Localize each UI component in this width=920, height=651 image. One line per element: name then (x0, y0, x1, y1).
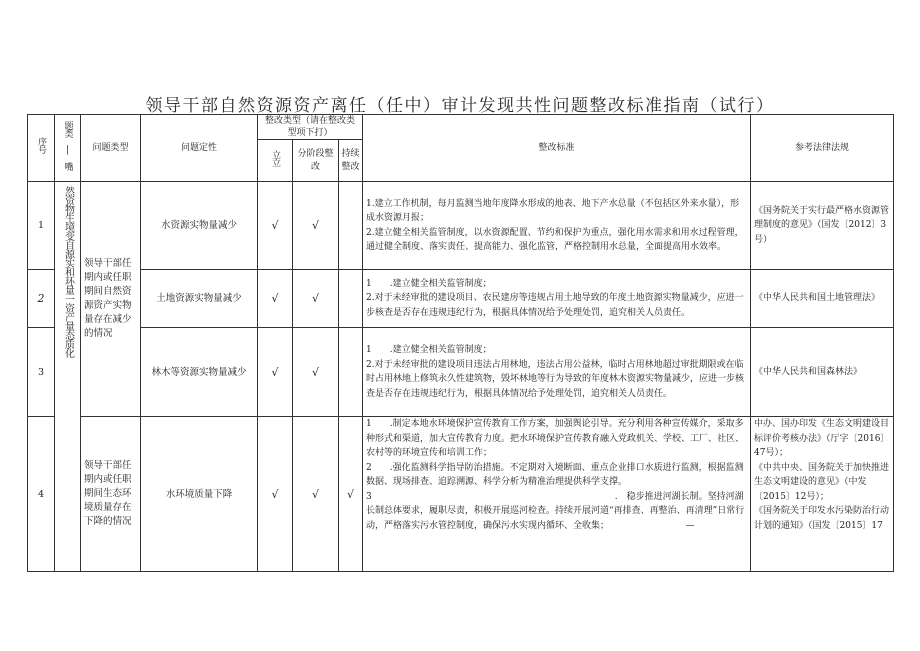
problem-nature: 土地资源实物量减少 (141, 270, 258, 328)
standard-cell (363, 328, 751, 417)
standard-line: 3 . 稳步推进河湖长制。坚持河湖长制总体要求，履职尽责，积极开展巡河检查。持续开展河道“再排查、再整治、再清理”日常行动，严格落实污水管控制度，确保污水实现内循环、全收集； — (366, 491, 745, 531)
table-row (28, 182, 894, 270)
category-cell (55, 182, 81, 572)
check-ongoing (339, 182, 363, 270)
law-cell (751, 182, 894, 270)
law-line: 《国务院关于实行最严格水资源管理制度的意见》（国发〔2012〕3号） (754, 205, 890, 245)
standard-cell (363, 182, 751, 270)
row-number: 4 (28, 417, 55, 572)
law-cell (751, 417, 894, 572)
table-row (28, 328, 894, 417)
law-line: 《国务院关于印发水污染防治行动计划的通知》（国发〔2015〕17 (754, 506, 890, 531)
header-rectify-type: 整改类型（请在整改类型项下打） (258, 115, 363, 140)
law-line: 《中华人民共和国森林法》 (754, 366, 863, 377)
check-ongoing (339, 270, 363, 328)
check-immediate: √ (258, 270, 293, 328)
check-ongoing: √ (339, 417, 363, 572)
check-ongoing (339, 328, 363, 417)
problem-nature: 林木等资源实物量减少 (141, 328, 258, 417)
check-staged: √ (293, 270, 339, 328)
header-standard: 整改标准 (363, 115, 751, 182)
header-problem-nature: 问题定性 (141, 115, 258, 182)
row-number: 2 (28, 270, 55, 328)
standard-line: 2 .强化监测科学指导防治措施。不定期对入境断面、重点企业排口水质进行监测，根据监测数据、现场排查、追踪溯源、科学分析为精准治理提供科学支撑。 (366, 462, 744, 487)
table-row (28, 417, 894, 572)
header-law: 参考法律法规 (751, 115, 894, 182)
law-line: 中办、国办印发《生态文明建设目标评价考核办法》（厅字〔2016〕47号）； (754, 419, 890, 458)
header-problem-type: 问题类型 (81, 115, 141, 182)
check-immediate: √ (258, 417, 293, 572)
standard-line: 1 .建立健全相关监管制度； (366, 345, 492, 355)
check-staged: √ (293, 417, 339, 572)
law-line: 《中华人民共和国土地管理法》 (754, 293, 881, 304)
category-text: 然资物生境变自源实和环量一资产量态质化 (62, 186, 74, 357)
standard-cell (363, 417, 751, 572)
standard-cell (363, 270, 751, 328)
table-row (28, 270, 894, 328)
law-cell (751, 328, 894, 417)
header-ongoing: 持续整改 (339, 140, 363, 182)
row-number: 1 (28, 182, 55, 270)
standard-line: 2.对于未经审批的建设项目违法占用林地，违法占用公益林，临时占用林地超过审批期限或在临时占用林地上修筑永久性建筑物，毁坏林地等行为导致的年度林木资源实物量减少，应进一步核查是否存在违规违纪行为，根据具体情况给予处理处罚，追究相关人员责任。 (366, 359, 745, 399)
header-staged: 分阶段整改 (293, 140, 339, 182)
law-cell (751, 270, 894, 328)
standard-line: 2.建立健全相关监管制度，以水资源配置、节约和保护为重点，强化用水需求和用水过程管理，通过健全制度、落实责任、提高能力、强化监管，严格控制用水总量，全面提高用水效率。 (366, 227, 744, 252)
check-immediate: √ (258, 328, 293, 417)
header-seq: 序号 (28, 115, 55, 182)
problem-type-cell: 领导干部任期内或任职期间自然资源资产实物量存在减少的情况 (81, 182, 141, 417)
problem-type-cell: 领导干部任期内或任职期间生态环境质量存在下降的情况 (81, 417, 141, 572)
check-staged: √ (293, 328, 339, 417)
standard-line: 1 .建立健全相关监管制度； (366, 278, 492, 289)
rectification-table (27, 114, 894, 572)
check-immediate: √ (258, 182, 293, 270)
standard-line: 2.对于未经审批的建设项目、农民建房等违规占用土地导致的年度土地资源实物量减少，应进一步核查是否存在违规违纪行为，根据具体情况给予处理处罚，追究相关人员责任。 (366, 293, 744, 318)
header-category: 题类 | 嘴 (55, 115, 81, 182)
page-title: 领导干部自然资源资产离任（任中）审计发现共性问题整改标准指南（试行） (145, 96, 775, 116)
problem-nature: 水资源实物量减少 (141, 182, 258, 270)
standard-line: 1.建立工作机制，每月监测当地年度降水形成的地表、地下产水总量（不包括区外来水量），形成水资源月报； (366, 198, 740, 223)
header-row-1 (28, 115, 894, 140)
header-immediate: 立立 (258, 140, 293, 182)
check-staged: √ (293, 182, 339, 270)
row-number: 3 (28, 328, 55, 417)
law-line: 《中共中央、国务院关于加快推进生态文明建设的意见》（中发〔2015〕12号）； (754, 462, 890, 502)
standard-line: 1 .制定本地水环境保护宣传教育工作方案，加强舆论引导。充分利用各种宣传媒介，采取多种形式和渠道，加大宣传教育力度。把水环境保护宣传教育融入党政机关、学校、工厂、社区、农村等的环境宣传和培训工作； (366, 419, 745, 458)
problem-nature: 水环境质量下降 (141, 417, 258, 572)
